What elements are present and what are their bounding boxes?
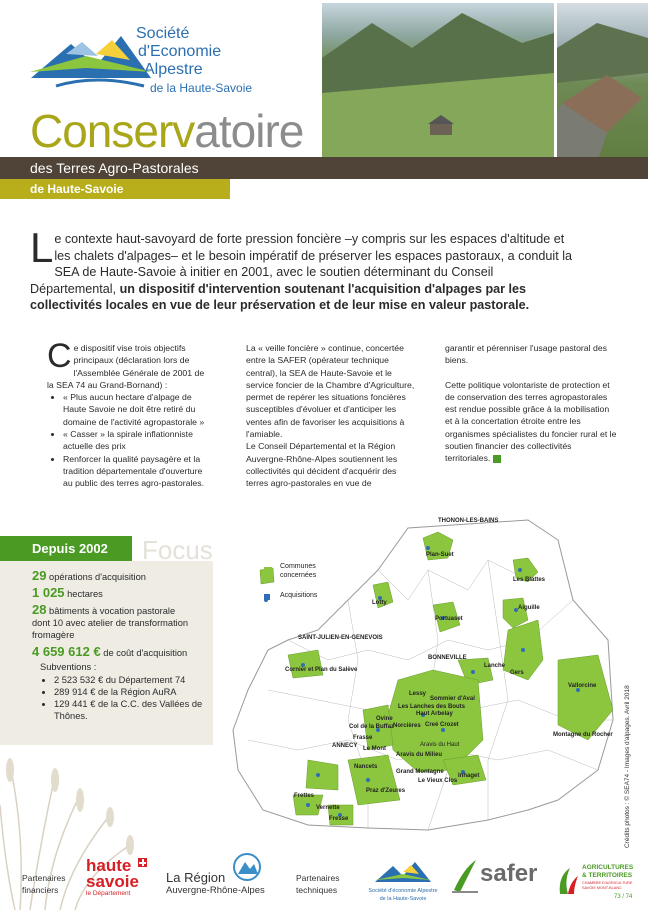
column-3	[445, 342, 617, 465]
map-label: THONON-LES-BAINS	[438, 518, 499, 524]
list-item: • 129 441 € de la C.C. des Vallées de Thônes.	[54, 698, 210, 722]
region-logo: La Région Auvergne-Rhône-Alpes	[164, 856, 284, 896]
map-label: Creé Crozet	[425, 722, 459, 728]
map-label: Sommier d'Aval	[430, 696, 475, 702]
col1-bullets	[47, 391, 213, 489]
map-label: Gers	[510, 670, 524, 676]
map-label: Lessy	[409, 691, 427, 697]
subtitle-band	[0, 157, 648, 179]
list-item: • « Casser » la spirale inflationniste actuelle des prix	[63, 428, 213, 453]
map-label: Aiguille	[518, 605, 540, 611]
map-label: Norcières	[393, 723, 421, 729]
intro-text: e contexte haut-savoyard de forte pression foncière –y compris sur les espaces d'altitude et les chalets d'alpages– et le besoin impératif de préserver les espaces pastoraux, a conduit la SEA de Haute-Savoie à initier en 2001, avec le soutien déterminant du Conseil Départemental,	[30, 232, 573, 296]
safer-logo: safer	[450, 858, 550, 898]
chambre-emblem-icon	[556, 866, 580, 896]
safer-swoosh-icon	[450, 858, 480, 894]
cross-icon	[138, 858, 147, 867]
col2-paragraph-2: Le Conseil Départemental et la Région Auvergne-Rhône-Alpes soutiennent les collectivités qui décident d'acquérir des terres agro-pastorales en vue de	[246, 441, 398, 489]
list-item: • « Plus aucun hectare d'alpage de Haute Savoie ne doit être retiré du domaine de l'activité agropastorale »	[63, 391, 213, 428]
partners-financial-label: Partenaires financiers	[22, 873, 66, 895]
col3-paragraph-2: Cette politique volontariste de protection et de conservation des terres agropastorales est rendue possible grâce à la mobilisation et à la concertation étroite entre les organismes spécialistes du foncier rural et le soutien financier des collectivités territoriales.	[445, 379, 617, 464]
stat-row: 1 025 hectares	[32, 585, 103, 600]
map-label: Frasse	[353, 735, 373, 741]
stat-total: 4 659 612 € de coût d'acquisition	[32, 644, 188, 659]
col3-paragraph-1: garantir et pérenniser l'usage pastoral des biens.	[445, 343, 607, 366]
map-label: Aravis du Milieu	[396, 752, 443, 758]
end-square-icon	[493, 455, 501, 463]
focus-stats	[32, 570, 210, 722]
chambre-agriculture-logo: AGRICULTURES & TERRITOIRES CHAMBRE D'AGRICULTURE SAVOIE MONT-BLANC 73 / 74	[556, 862, 640, 906]
stat-row: 28 bâtiments à vocation pastorale	[32, 602, 176, 617]
map-label: Frettes	[294, 793, 315, 799]
legend-communes-swatch	[264, 567, 272, 575]
legend-acquisitions-label: Acquisitions	[280, 592, 318, 599]
org-line-1: Société	[136, 25, 190, 42]
col1-dropcap: C	[47, 337, 72, 375]
region-label: de Haute-Savoie	[30, 182, 124, 196]
sea-footer-logo: Société d'économie Alpestre de la Haute-Savoie	[364, 856, 442, 908]
haute-savoie-map	[228, 510, 618, 845]
haute-savoie-logo: haute savoie le Département	[86, 858, 156, 908]
list-item: • Renforcer la qualité paysagère et la tradition départementale d'ouverture au public des terres agro-pastorales.	[63, 453, 213, 490]
list-item: • 289 914 € de la Région AuRA	[54, 686, 210, 698]
map-label: Nancets	[354, 764, 378, 770]
map-label: Inhaget	[458, 773, 480, 779]
map-label: Cornier et Plan du Salève	[285, 667, 358, 673]
col1-text: e dispositif vise trois objectifs principaux (déclaration lors de l'Assemblée Générale de 2001 de la SEA 74 au Grand-Bornand) :	[47, 343, 205, 390]
mountain-logo-icon	[373, 856, 433, 886]
focus-tab	[0, 536, 132, 561]
map-label: Plan-Suet	[426, 552, 454, 558]
map-label: Lanche	[484, 663, 506, 669]
subventions-list	[32, 674, 210, 722]
title-part-2: atoire	[194, 105, 304, 157]
map-label: Ovine	[376, 716, 393, 722]
intro-dropcap: L	[30, 224, 54, 271]
intro-paragraph	[30, 224, 582, 314]
map-label: Praz d'Zeures	[366, 788, 406, 794]
subventions-label: Subventions :	[40, 662, 97, 672]
map-label: Aravis du Haut	[420, 742, 460, 748]
map-label: ANNECY	[332, 743, 358, 749]
stat-row: 29 opérations d'acquisition	[32, 568, 146, 583]
stat-extra: dont 10 avec atelier de transformation fromagère	[32, 618, 189, 640]
map-label: Le Mont	[363, 746, 386, 752]
map-label: Grand Montagne	[396, 769, 444, 775]
region-emblem-icon	[232, 852, 262, 882]
legend-communes-label: Communes concernées	[280, 563, 317, 579]
map-label: Le Vieux Clos	[418, 778, 458, 784]
org-line-2: d'Economie	[138, 43, 222, 60]
map-label: SAINT-JULIEN-EN-GENEVOIS	[298, 635, 383, 641]
map-label: Les Lanches des Bouts	[398, 704, 466, 710]
map	[228, 510, 618, 845]
photo-credits: Crédits photos : © SEA74 - Images d'alpages. Avril 2018	[624, 685, 631, 848]
column-2	[246, 342, 418, 490]
region-band	[0, 179, 230, 199]
map-label: Lotty	[372, 600, 387, 606]
column-1	[47, 337, 213, 490]
partners-technical-label: Partenaires techniques	[296, 873, 340, 895]
org-line-4: de la Haute-Savoie	[150, 81, 253, 95]
map-label: Montagne du Rocher	[553, 732, 613, 738]
map-label: BONNEVILLE	[428, 655, 467, 661]
header-photo-1	[322, 3, 554, 163]
map-label: Portuaset	[435, 616, 463, 622]
page-title	[30, 105, 303, 157]
map-label: Vallorcine	[568, 683, 597, 689]
focus-watermark: Focus	[142, 535, 213, 565]
map-label: Col de la Buffaz	[349, 724, 395, 730]
subtitle: des Terres Agro-Pastorales	[30, 160, 199, 176]
legend-acquisitions-swatch	[264, 594, 270, 600]
map-label: Les Blattes	[513, 577, 546, 583]
header-photo-2	[557, 3, 648, 163]
focus-tab-label: Depuis 2002	[32, 541, 108, 556]
col2-paragraph-1: La « veille foncière » continue, concertée entre la SAFER (opérateur technique central), la SEA de Haute-Savoie et le service foncier de la Chambre d'Agriculture, permet de repérer les situations foncières susceptibles d'évoluer et d'anticiper les ventes afin de favoriser les acquisitions à l'amiable.	[246, 343, 415, 440]
intro-bold-text: un dispositif d'intervention soutenant l'acquisition d'alpages par les collectivités locales en vue de leur préservation et de leur mise en valeur pastorale.	[30, 281, 530, 312]
org-line-3: Alpestre	[144, 61, 203, 78]
map-label: Vernette	[316, 805, 340, 811]
header-logo	[26, 16, 316, 96]
list-item: • 2 523 532 € du Département 74	[54, 674, 210, 686]
map-label: Haut Arbelay	[416, 711, 453, 717]
map-label: Fresse	[329, 816, 349, 822]
title-part-1: Conserv	[30, 105, 195, 157]
